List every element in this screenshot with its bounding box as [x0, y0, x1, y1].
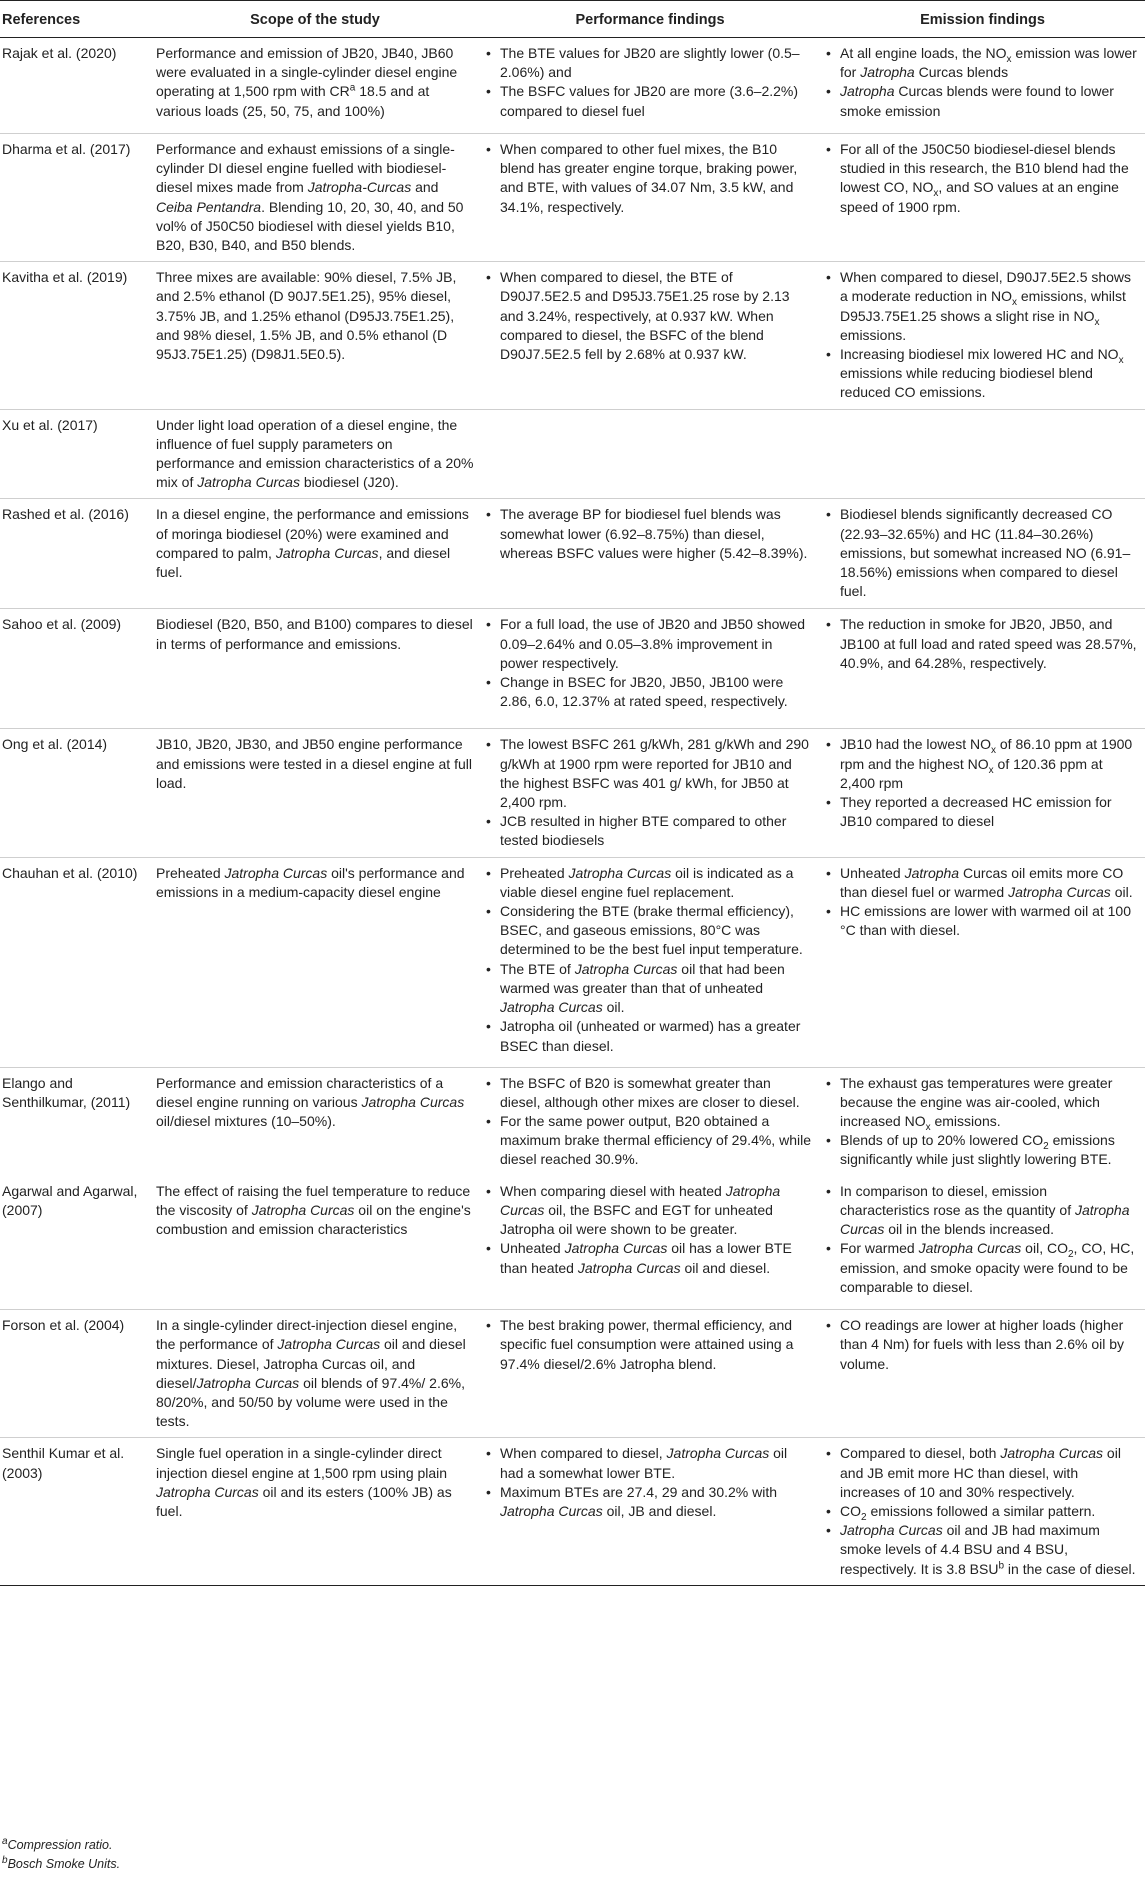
emission-bullet: • Jatropha Curcas oil and JB had maximum smoke levels of 4.4 BSU and 4 BSU, respectively. It is 3.8 BSU$^b$ in the case of diesel. [826, 1521, 1139, 1579]
performance-cell [480, 262, 820, 409]
table-body [0, 38, 1145, 1586]
reference-cell: Rashed et al. (2016) [0, 499, 150, 609]
header-performance: Performance findings [480, 1, 820, 38]
reference-cell: Kavitha et al. (2019) [0, 262, 150, 409]
footnote-a: $^a$Compression ratio. [2, 1835, 113, 1852]
performance-list [486, 140, 814, 217]
performance-list [486, 1444, 814, 1521]
emission-cell [820, 729, 1145, 857]
scope-cell: Single fuel operation in a single-cylinder direct injection diesel engine at 1,500 rpm using plain Jatropha Curcas oil and its esters (100% JB) as fuel. [150, 1438, 480, 1585]
scope-cell: Performance and emission of JB20, JB40, JB60 were evaluated in a single-cylinder diesel engine operating at 1,500 rpm with $CR^a$ 18.5 and at various loads (25, 50, 75, and 100%) [150, 38, 480, 134]
performance-bullet: • For the same power output, B20 obtained a maximum brake thermal efficiency of 29.4%, while diesel reached 30.9%. [486, 1112, 814, 1170]
emission-cell [820, 609, 1145, 729]
performance-bullet: • The average BP for biodiesel fuel blends was somewhat lower (6.92–8.75%) than diesel, whereas BSFC values were higher (5.42–8.39%). [486, 505, 814, 563]
scope-cell: In a diesel engine, the performance and emissions of moringa biodiesel (20%) were examined and compared to palm, Jatropha Curcas, and diesel fuel. [150, 499, 480, 609]
emission-list [826, 1074, 1139, 1170]
performance-list [486, 1074, 814, 1170]
emission-list [826, 864, 1139, 941]
table-row [0, 409, 1145, 499]
emission-bullet: • CO readings are lower at higher loads (higher than 4 Nm) for fuels with less than 2.6% oil by volume. [826, 1316, 1139, 1374]
performance-bullet: • Jatropha oil (unheated or warmed) has a greater BSEC than diesel. [486, 1017, 814, 1055]
table-row [0, 134, 1145, 262]
performance-bullet: • Unheated Jatropha Curcas oil has a lower BTE than heated Jatropha Curcas oil and diesel. [486, 1239, 814, 1277]
performance-list [486, 615, 814, 711]
table-row [0, 1067, 1145, 1176]
performance-bullet: • The BSFC values for JB20 are more (3.6–2.2%) compared to diesel fuel [486, 82, 814, 120]
performance-cell [480, 1067, 820, 1176]
emission-bullet: • Biodiesel blends significantly decreased CO (22.93–32.65%) and HC (11.84–30.26%) emissions, but somewhat increased NO (6.91–18.56%) emissions when compared to diesel fuel. [826, 505, 1139, 601]
reference-cell: Sahoo et al. (2009) [0, 609, 150, 729]
performance-cell [480, 499, 820, 609]
emission-list [826, 505, 1139, 601]
footnote-b: $^b$Bosch Smoke Units. [2, 1854, 121, 1871]
emission-bullet: • $CO_2$ emissions followed a similar pattern. [826, 1502, 1139, 1521]
emission-list [826, 1316, 1139, 1374]
reference-cell: Ong et al. (2014) [0, 729, 150, 857]
emission-bullet: • In comparison to diesel, emission characteristics rose as the quantity of Jatropha Curcas oil in the blends increased. [826, 1182, 1139, 1240]
emission-cell [820, 1067, 1145, 1176]
emission-bullet: • They reported a decreased HC emission for JB10 compared to diesel [826, 793, 1139, 831]
table-row [0, 1176, 1145, 1310]
emission-bullet: • Compared to diesel, both Jatropha Curcas oil and JB emit more HC than diesel, with increases of 10 and 30% respectively. [826, 1444, 1139, 1502]
emission-cell [820, 1310, 1145, 1438]
performance-list [486, 735, 814, 850]
table-header [0, 1, 1145, 38]
performance-bullet: • Preheated Jatropha Curcas oil is indicated as a viable diesel engine fuel replacement. [486, 864, 814, 902]
performance-list [486, 505, 814, 563]
scope-cell: Biodiesel (B20, B50, and B100) compares to diesel in terms of performance and emissions. [150, 609, 480, 729]
emission-list [826, 268, 1139, 402]
scope-cell: Performance and emission characteristics of a diesel engine running on various Jatropha Curcas oil/diesel mixtures (10–50%). [156, 1074, 465, 1130]
emission-bullet: • When compared to diesel, D90J7.5E2.5 shows a moderate reduction in $NO_x$ emissions, whilst D95J3.75E1.25 shows a slight rise in $NO_x$ emissions. [826, 268, 1139, 345]
performance-cell [480, 38, 820, 134]
emission-cell [820, 1438, 1145, 1585]
performance-list [486, 268, 814, 364]
emission-bullet: • The reduction in smoke for JB20, JB50, and JB100 at full load and rated speed was 28.57%, 40.9%, and 64.28%, respectively. [826, 615, 1139, 673]
header-emission: Emission findings [820, 1, 1145, 38]
emission-cell [820, 134, 1145, 262]
header-references: References [0, 1, 150, 38]
table-row [0, 729, 1145, 857]
performance-bullet: • The BSFC of B20 is somewhat greater than diesel, although other mixes are closer to diesel. [486, 1074, 814, 1112]
performance-bullet: • When compared to diesel, the BTE of D90J7.5E2.5 and D95J3.75E1.25 rose by 2.13 and 3.24%, respectively, at 0.937 kW. When compared to diesel, the BSFC of the blend D90J7.5E2.5 fell by 2.68% at 0.937 kW. [486, 268, 814, 364]
performance-bullet: • When comparing diesel with heated Jatropha Curcas oil, the BSFC and EGT for unheated Jatropha oil were shown to be greater. [486, 1182, 814, 1240]
table-row [0, 609, 1145, 729]
emission-cell [820, 409, 1145, 499]
reference-cell: Agarwal and Agarwal, (2007) [0, 1176, 150, 1310]
performance-bullet: • Change in BSEC for JB20, JB50, JB100 were 2.86, 6.0, 12.37% at rated speed, respectively. [486, 673, 814, 711]
emission-cell [820, 857, 1145, 1067]
scope-cell: Under light load operation of a diesel engine, the influence of fuel supply parameters on performance and emission characteristics of a 20% mix of Jatropha Curcas biodiesel (J20). [150, 409, 480, 499]
emission-bullet: • Blends of up to 20% lowered $CO_2$ emissions significantly while just slightly lowering BTE. [826, 1131, 1139, 1169]
emission-list [826, 615, 1139, 673]
emission-cell [820, 1176, 1145, 1310]
header-scope: Scope of the study [150, 1, 480, 38]
emission-list [826, 140, 1139, 217]
performance-list [486, 1316, 814, 1374]
emission-bullet: • For all of the J50C50 biodiesel-diesel blends studied in this research, the B10 blend had the lowest CO, $NO_x$, and SO values at an engine speed of 1900 rpm. [826, 140, 1139, 217]
emission-bullet: • HC emissions are lower with warmed oil at 100 °C than with diesel. [826, 902, 1139, 940]
performance-cell [480, 729, 820, 857]
reference-cell: Senthil Kumar et al. (2003) [0, 1438, 150, 1585]
scope-cell: Performance and exhaust emissions of a single-cylinder DI diesel engine fuelled with biodiesel-diesel mixes made from Jatropha-Curcas and Ceiba Pentandra. Blending 10, 20, 30, 40, and 50 vol% of J50C50 biodiesel with diesel yields B10, B20, B30, B40, and B50 blends. [150, 134, 480, 262]
performance-bullet: • The lowest BSFC 261 g/kWh, 281 g/kWh and 290 g/kWh at 1900 rpm were reported for JB10 and the highest BSFC was 401 g/ kWh, for JB50 at 2,400 rpm. [486, 735, 814, 812]
performance-list [486, 1182, 814, 1278]
table-row [0, 38, 1145, 134]
performance-cell [480, 1310, 820, 1438]
performance-bullet: • For a full load, the use of JB20 and JB50 showed 0.09–2.64% and 0.05–3.8% improvement in power respectively. [486, 615, 814, 673]
emission-bullet: • Increasing biodiesel mix lowered HC and $NO_x$ emissions while reducing biodiesel blend reduced CO emissions. [826, 345, 1139, 403]
scope-cell: Preheated Jatropha Curcas oil's performance and emissions in a medium-capacity diesel engine [150, 857, 480, 1067]
table-row [0, 262, 1145, 409]
emission-list [826, 44, 1139, 121]
scope-cell: JB10, JB20, JB30, and JB50 engine performance and emissions were tested in a diesel engine at full load. [150, 729, 480, 857]
emission-bullet: • The exhaust gas temperatures were greater because the engine was air-cooled, which increased $NO_x$ emissions. [826, 1074, 1139, 1132]
performance-cell [480, 1438, 820, 1585]
performance-bullet: • The best braking power, thermal efficiency, and specific fuel consumption were attained using a 97.4% diesel/2.6% Jatropha blend. [486, 1316, 814, 1374]
emission-list [826, 1182, 1139, 1297]
emission-bullet: • Jatropha Curcas blends were found to lower smoke emission [826, 82, 1139, 120]
emission-list [826, 735, 1139, 831]
performance-bullet: • The BTE values for JB20 are slightly lower (0.5–2.06%) and [486, 44, 814, 82]
reference-cell: Chauhan et al. (2010) [0, 857, 150, 1067]
reference-cell: Elango and Senthilkumar, (2011) [2, 1074, 131, 1110]
emission-cell [820, 38, 1145, 134]
emission-cell [820, 499, 1145, 609]
scope-cell: In a single-cylinder direct-injection diesel engine, the performance of Jatropha Curcas oil and diesel mixtures. Diesel, Jatropha Curcas oil, and diesel/Jatropha Curcas oil blends of 97.4%/ 2.6%, 80/20%, and 50/50 by volume were used in the tests. [150, 1310, 480, 1438]
table-row [0, 499, 1145, 609]
table-row [0, 1310, 1145, 1438]
emission-list [826, 1444, 1139, 1578]
reference-cell: Dharma et al. (2017) [0, 134, 150, 262]
reference-cell: Rajak et al. (2020) [0, 38, 150, 134]
performance-list [486, 864, 814, 1056]
performance-bullet: • The BTE of Jatropha Curcas oil that had been warmed was greater than that of unheated Jatropha Curcas oil. [486, 960, 814, 1018]
table-row [0, 857, 1145, 1067]
performance-list [486, 44, 814, 121]
scope-cell: The effect of raising the fuel temperature to reduce the viscosity of Jatropha Curcas oil on the engine's combustion and emission characteristics [150, 1176, 480, 1310]
performance-cell [480, 1176, 820, 1310]
emission-bullet: • Unheated Jatropha Curcas oil emits more CO than diesel fuel or warmed Jatropha Curcas oil. [826, 864, 1139, 902]
performance-cell [480, 134, 820, 262]
reference-cell: Xu et al. (2017) [0, 409, 150, 499]
performance-cell [480, 609, 820, 729]
performance-bullet: • JCB resulted in higher BTE compared to other tested biodiesels [486, 812, 814, 850]
performance-bullet: • When compared to other fuel mixes, the B10 blend has greater engine torque, braking power, and BTE, with values of 34.07 Nm, 3.5 kW, and 34.1%, respectively. [486, 140, 814, 217]
performance-cell [480, 409, 820, 499]
emission-bullet: • At all engine loads, the $NO_x$ emission was lower for Jatropha Curcas blends [826, 44, 1139, 82]
reference-cell: Forson et al. (2004) [0, 1310, 150, 1438]
emission-cell [820, 262, 1145, 409]
performance-bullet: • Considering the BTE (brake thermal efficiency), BSEC, and gaseous emissions, 80°C was determined to be the best fuel input temperature. [486, 902, 814, 960]
emission-bullet: • JB10 had the lowest $NO_x$ of 86.10 ppm at 1900 rpm and the highest $NO_x$ of 120.36 ppm at 2,400 rpm [826, 735, 1139, 793]
performance-bullet: • Maximum BTEs are 27.4, 29 and 30.2% with Jatropha Curcas oil, JB and diesel. [486, 1483, 814, 1521]
emission-bullet: • For warmed Jatropha Curcas oil, $CO_2$, CO, HC, emission, and smoke opacity were found to be comparable to diesel. [826, 1239, 1139, 1297]
table-row [0, 1438, 1145, 1585]
performance-cell [480, 857, 820, 1067]
performance-bullet: • When compared to diesel, Jatropha Curcas oil had a somewhat lower BTE. [486, 1444, 814, 1482]
scope-cell: Three mixes are available: 90% diesel, 7.5% JB, and 2.5% ethanol (D 90J7.5E1.25), 95% diesel, 3.75% JB, and 1.25% ethanol (D95J3.75E1.25), and 98% diesel, 1.5% JB, and 0.5% ethanol (D 95J3.75E1.25) (D98J1.5E0.5). [150, 262, 480, 409]
